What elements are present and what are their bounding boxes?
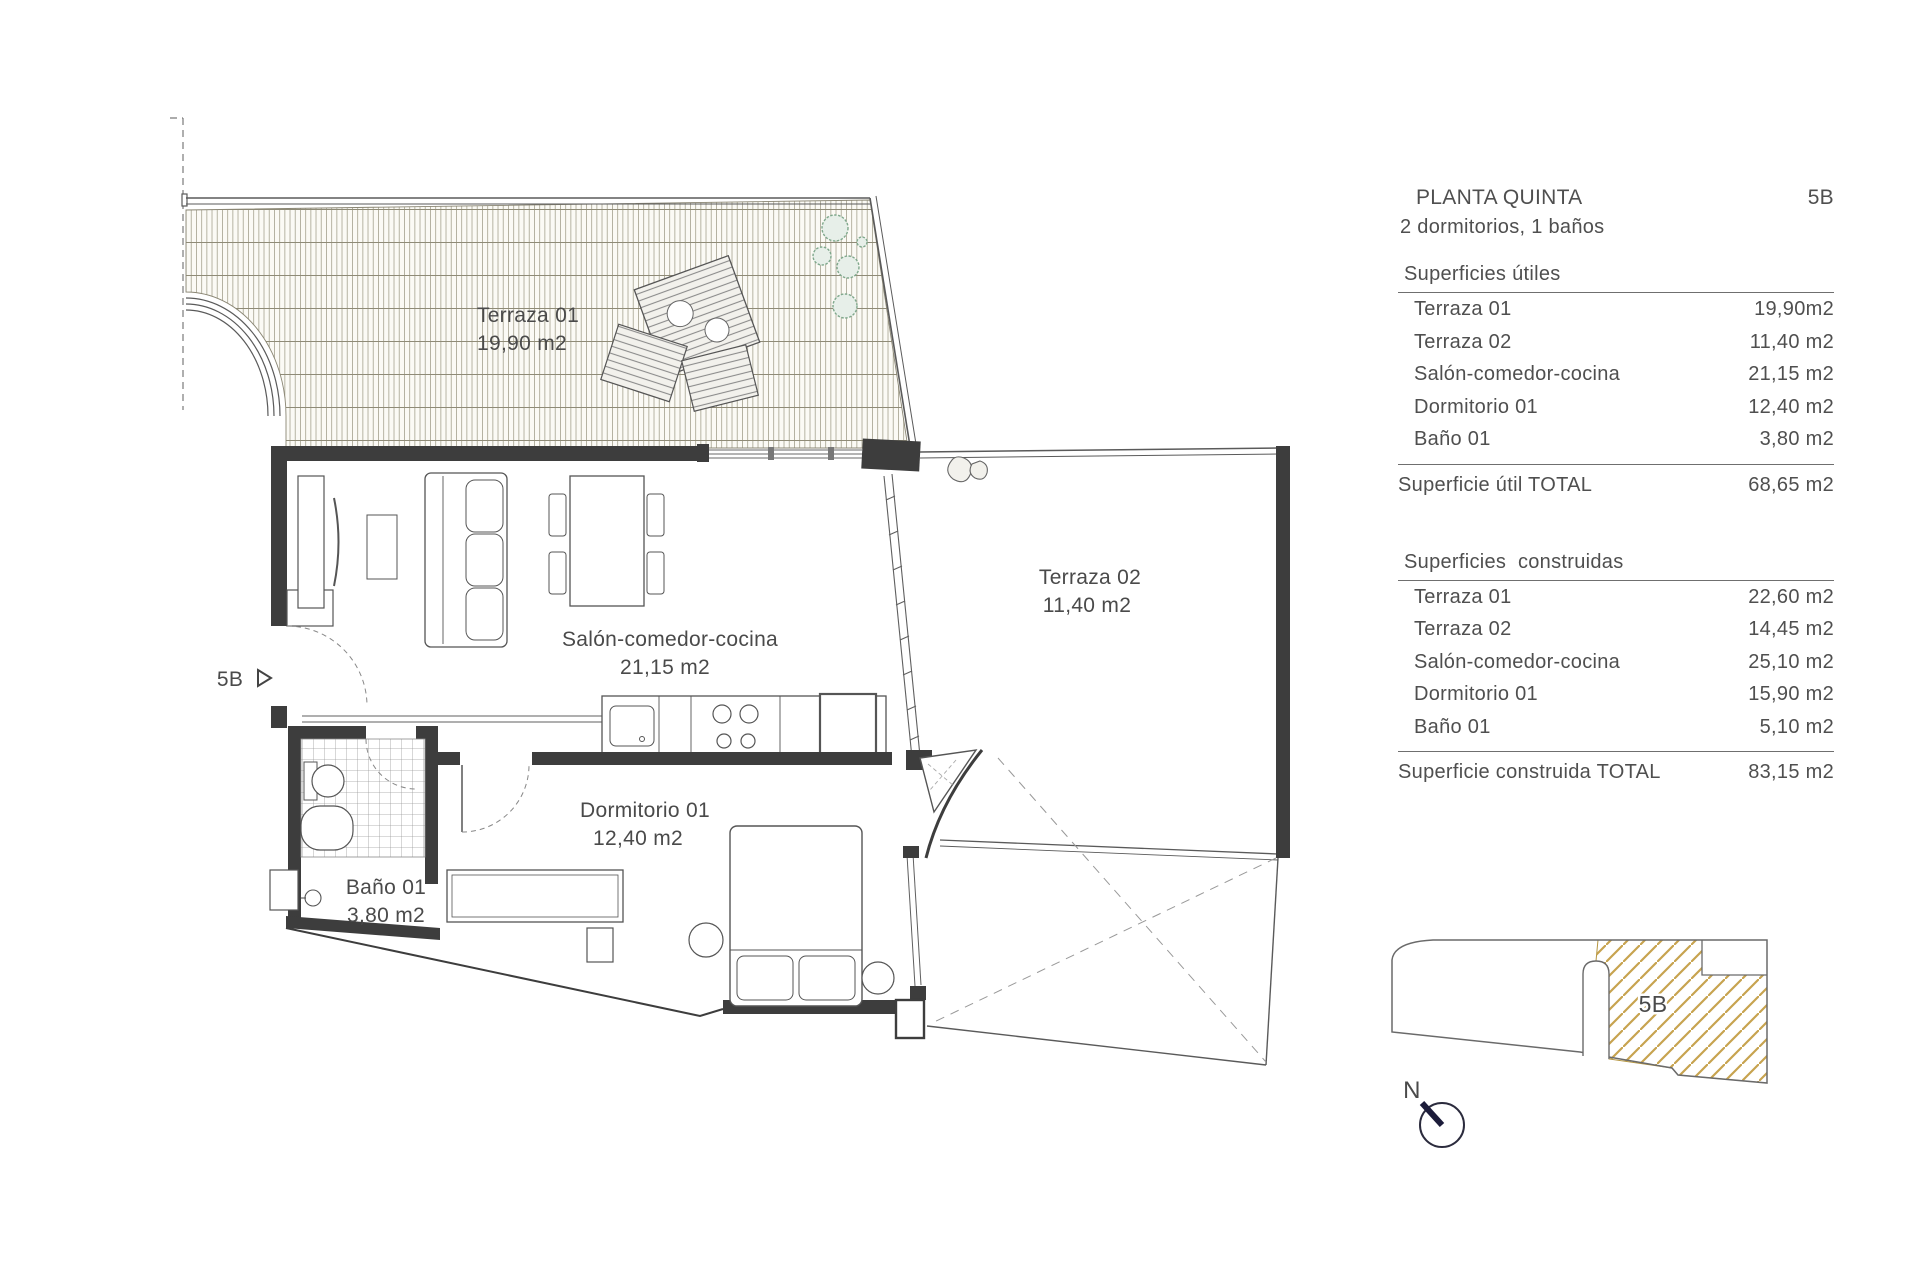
- terraza2-area: 11,40 m2: [1042, 594, 1132, 617]
- row-label: Salón-comedor-cocina: [1414, 650, 1621, 673]
- column: [896, 1000, 924, 1038]
- floorplan-drawing: [170, 110, 1290, 1070]
- useful-heading: Superficies útiles: [1398, 263, 1834, 293]
- dorm-window: [907, 854, 921, 986]
- row-value: 19,90m2: [1754, 298, 1834, 320]
- mullion: [768, 447, 774, 460]
- unit-description: 2 dormitorios, 1 baños: [1400, 216, 1605, 238]
- entry-direction-icon: [258, 670, 271, 686]
- building-core: [1583, 961, 1609, 1059]
- row-value: 3,80 m2: [1759, 428, 1834, 450]
- salon-terraza2-glazing: [884, 474, 920, 758]
- bed: [730, 826, 862, 1006]
- table-row: [1398, 391, 1834, 424]
- window-block: [910, 986, 926, 1000]
- row-label: Baño 01: [1414, 715, 1491, 738]
- row-value: 21,15 m2: [1748, 363, 1834, 385]
- salon-label: Salón-comedor-cocina: [561, 628, 779, 651]
- bedside-table: [862, 962, 894, 994]
- row-label: Salón-comedor-cocina: [1414, 363, 1621, 385]
- table-row: [1398, 358, 1834, 391]
- sofa: [425, 473, 507, 647]
- terraza1-area: 19,90 m2: [477, 332, 567, 355]
- row-label: Terraza 01: [1414, 585, 1512, 608]
- kitchen-counter: [602, 694, 886, 754]
- unit-code: 5B: [1807, 186, 1834, 209]
- dorm-label: Dormitorio 01: [580, 799, 710, 822]
- boundary-dashed-line: [170, 118, 183, 410]
- outline-notch: [1702, 940, 1767, 975]
- corridor-line: [302, 716, 602, 722]
- terraza1-label: Terraza 01: [476, 304, 580, 327]
- total-label: Superficie útil TOTAL: [1398, 473, 1593, 496]
- terraza2-right-wall: [1276, 446, 1290, 858]
- north-label: N: [1403, 1077, 1421, 1104]
- row-label: Terraza 02: [1414, 618, 1512, 640]
- page-title: PLANTA QUINTA: [1416, 186, 1583, 209]
- bathroom-sink: [301, 890, 321, 906]
- table-row: [1398, 678, 1834, 711]
- total-value: 83,15 m2: [1748, 761, 1834, 783]
- terraza2-railing: [920, 448, 1278, 860]
- row-label: Dormitorio 01: [1414, 395, 1538, 418]
- wall-left-upper: [271, 446, 287, 626]
- north-arrow-icon: [1420, 1103, 1464, 1147]
- row-value: 12,40 m2: [1748, 395, 1834, 418]
- entry-label: 5B: [216, 668, 244, 691]
- total-value: 68,65 m2: [1748, 473, 1834, 496]
- bottom-boundary: [286, 928, 723, 1016]
- useful-total-row: [1398, 464, 1834, 505]
- bedside-table: [689, 923, 723, 957]
- table-row: [1398, 711, 1834, 744]
- wardrobe: [447, 870, 623, 922]
- table-row: [1398, 646, 1834, 679]
- table-row: [1398, 326, 1834, 359]
- row-value: 14,45 m2: [1748, 618, 1834, 640]
- void-area: [920, 750, 1278, 1065]
- useful-surfaces-section: [1398, 263, 1834, 505]
- row-label: Terraza 01: [1414, 298, 1512, 320]
- kitchen-sink: [610, 706, 654, 746]
- location-miniplan: [1385, 928, 1785, 1178]
- tv-unit: [298, 476, 339, 608]
- wall-left-lower: [271, 706, 287, 728]
- dorm-area: 12,40 m2: [593, 827, 683, 850]
- bano-label: Baño 01: [345, 876, 427, 899]
- bano-area: 3,80 m2: [347, 904, 425, 927]
- terraza2-label: Terraza 02: [1038, 566, 1142, 589]
- row-value: 5,10 m2: [1759, 715, 1834, 738]
- salon-area: 21,15 m2: [620, 656, 710, 679]
- total-label: Superficie construida TOTAL: [1398, 761, 1661, 783]
- row-label: Terraza 02: [1414, 330, 1512, 353]
- side-table: [367, 515, 397, 579]
- built-surfaces-section: [1398, 551, 1834, 793]
- row-label: Dormitorio 01: [1414, 683, 1538, 705]
- window-block: [903, 846, 919, 858]
- dorm-closet: [587, 928, 613, 962]
- junction-pillar: [861, 439, 920, 472]
- terrace-deco: [948, 457, 988, 482]
- salon-terrace-window: [697, 450, 862, 458]
- bathtub: [301, 806, 353, 850]
- built-total-row: [1398, 751, 1834, 792]
- table-row: [1398, 581, 1834, 614]
- kitchen-cabinet: [820, 694, 876, 754]
- shaft: [270, 870, 298, 910]
- row-value: 11,40 m2: [1749, 330, 1834, 353]
- dorm-door-swing: [462, 765, 529, 832]
- row-value: 25,10 m2: [1748, 650, 1834, 673]
- unit-5b-highlight: [1596, 940, 1767, 1083]
- built-heading: Superficies construidas: [1398, 551, 1834, 581]
- mullion: [697, 444, 709, 462]
- dining-table: [549, 476, 664, 606]
- row-value: 22,60 m2: [1748, 585, 1834, 608]
- row-label: Baño 01: [1414, 428, 1491, 450]
- row-value: 15,90 m2: [1748, 683, 1834, 705]
- surface-data-panel: [1398, 186, 1834, 792]
- table-row: [1398, 423, 1834, 456]
- table-row: [1398, 293, 1834, 326]
- miniplan-unit-label: 5B: [1638, 991, 1668, 1017]
- wall-top: [271, 446, 697, 461]
- mullion: [828, 447, 834, 460]
- table-row: [1398, 613, 1834, 646]
- entry-door-swing: [287, 626, 367, 706]
